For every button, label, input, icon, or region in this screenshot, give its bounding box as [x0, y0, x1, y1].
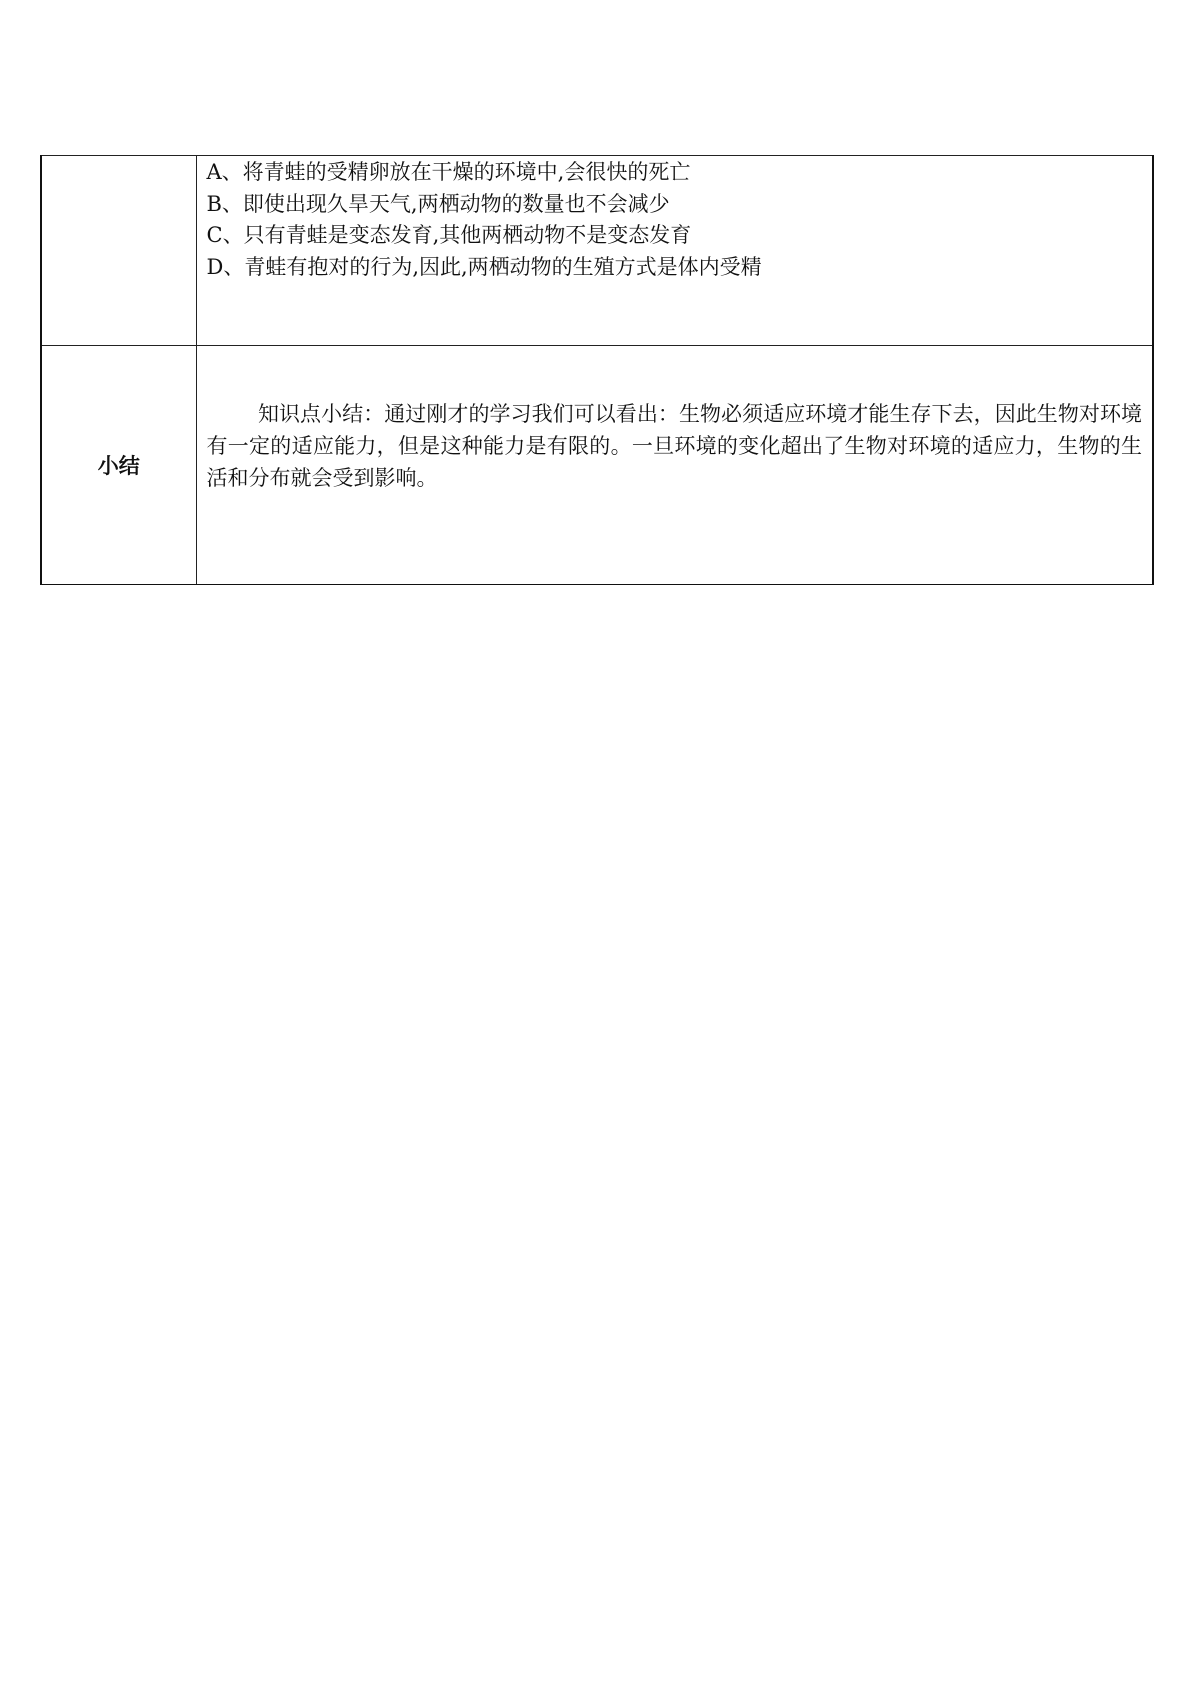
summary-label-cell	[41, 346, 196, 585]
summary-content-cell	[196, 346, 1153, 585]
lesson-table	[40, 155, 1154, 585]
options-row	[41, 156, 1153, 346]
summary-row	[41, 346, 1153, 585]
option-b: B、即使出现久旱天气,两栖动物的数量也不会减少	[206, 191, 670, 216]
option-c: C、只有青蛙是变态发育,其他两栖动物不是变态发育	[206, 223, 692, 247]
option-d: D、青蛙有抱对的行为,因此,两栖动物的生殖方式是体内受精	[206, 254, 762, 279]
summary-label: 小结	[97, 454, 140, 478]
options-content-cell	[196, 156, 1153, 346]
summary-paragraph: 知识点小结：通过刚才的学习我们可以看出：生物必须适应环境才能生存下去，因此生物对环境有一定的适应能力，但是这种能力是有限的。一旦环境的变化超出了生物对环境的适应力，生物的生活和分布就会受到影响。	[206, 402, 1142, 490]
options-label-cell	[41, 156, 196, 346]
option-a: A、将青蛙的受精卵放在干燥的环境中,会很快的死亡	[206, 160, 691, 184]
